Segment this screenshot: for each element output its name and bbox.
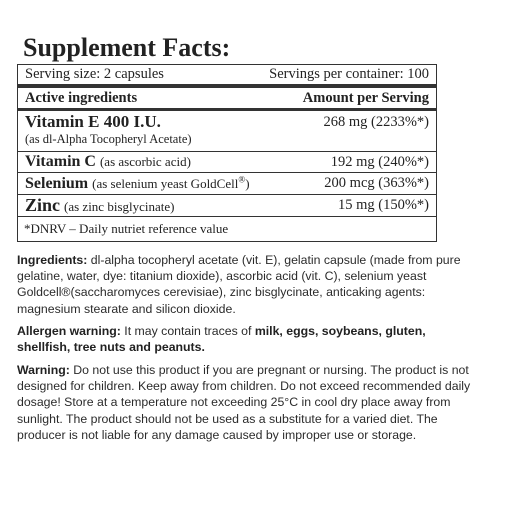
ingredient-name: Vitamin E 400 I.U.	[25, 112, 161, 131]
ingredient-name: Selenium	[25, 175, 89, 192]
table-row	[18, 152, 436, 173]
table-header-row	[18, 85, 436, 111]
warning-label: Warning:	[17, 363, 70, 377]
allergen-label: Allergen warning:	[17, 324, 121, 338]
ingredient-amount: 192 mg (240%*)	[330, 154, 429, 170]
serving-size: Serving size: 2 capsules	[25, 66, 164, 82]
facts-table	[17, 64, 437, 242]
ingredient-amount: 200 mcg (363%*)	[324, 175, 429, 191]
serving-row	[18, 65, 436, 85]
facts-title: Supplement Facts:	[23, 33, 231, 62]
registered-mark: ®	[238, 174, 246, 185]
table-row	[18, 173, 436, 195]
ingredients-text: dl-alpha tocopheryl acetate (vit. E), gelatin capsule (made from pure gelatine, water, dye: titanium dioxide), ascorbic acid (vit. C), selenium yeast Goldcell®(saccharomyces cerevisiae), zinc bisglycinate, anticaking agents: magnesium stearate and silicon dioxide.	[17, 253, 461, 316]
col-ingredients-header: Active ingredients	[25, 90, 138, 106]
servings-per-container: Servings per container: 100	[269, 66, 429, 82]
supplement-facts-panel	[17, 34, 437, 242]
warning-text: Do not use this product if you are pregnant or nursing. The product is not designed for children. Keep away from children. Do not exceed recommended daily dosage! Store at a temperature not exceeding 25°C in cool dry place away from sunlight. The product should not be used as a substitute for a varied diet. The producer is not liable for any damage caused by improper use or storage.	[17, 363, 471, 442]
ingredient-cell	[25, 112, 192, 146]
warning-paragraph	[17, 362, 482, 443]
table-row	[18, 195, 436, 217]
ingredients-paragraph	[17, 252, 482, 317]
table-row	[18, 111, 436, 152]
ingredient-amount: 268 mg (2233%*)	[323, 114, 429, 130]
ingredient-source: (as ascorbic acid)	[99, 154, 191, 169]
ingredients-label: Ingredients:	[17, 253, 88, 267]
allergen-paragraph	[17, 323, 482, 355]
ingredient-name: Zinc	[25, 195, 61, 215]
ingredient-name: Vitamin C	[25, 153, 96, 170]
ingredient-source: (as dl-Alpha Tocopheryl Acetate)	[25, 132, 192, 146]
dnrv-footnote: *DNRV – Daily nutriet reference value	[18, 217, 436, 242]
allergen-list: milk, eggs, soybeans, gluten, shellfish, tree nuts and peanuts.	[17, 324, 426, 355]
col-amount-header: Amount per Serving	[302, 90, 429, 106]
allergen-text: It may contain traces of	[124, 324, 252, 338]
ingredient-source: (as zinc bisglycinate)	[64, 199, 175, 214]
ingredient-cell	[25, 195, 174, 217]
ingredient-cell	[25, 152, 191, 172]
ingredient-source: (as selenium yeast GoldCell®)	[92, 174, 250, 191]
ingredient-cell	[25, 173, 250, 194]
ingredient-amount: 15 mg (150%*)	[337, 197, 429, 213]
